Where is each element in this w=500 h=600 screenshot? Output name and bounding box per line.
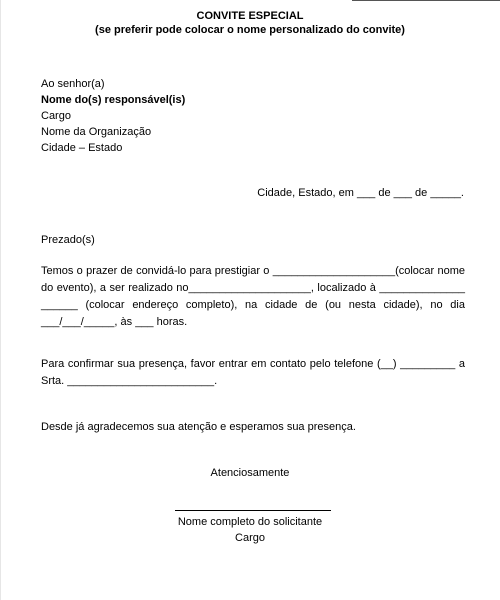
signature-role: Cargo — [235, 532, 265, 544]
document-header — [0, 9, 500, 37]
addressee-line-2: Nome do(s) responsável(is) — [41, 94, 186, 106]
addressee-line-5: Cidade – Estado — [41, 142, 123, 154]
body-paragraph-2: Para confirmar sua presença, favor entrar em contato pelo telefone (__) _________ a Srta. ________________________. — [41, 358, 465, 387]
document-subtitle: (se preferir pode colocar o nome personalizado do convite) — [95, 24, 405, 36]
addressee-line-4: Nome da Organização — [41, 126, 152, 138]
salutation: Prezado(s) — [41, 234, 95, 246]
document-title: CONVITE ESPECIAL — [196, 10, 304, 22]
date-line: Cidade, Estado, em ___ de ___ de _____. — [257, 187, 464, 199]
addressee-line-1: Ao senhor(a) — [41, 78, 105, 90]
addressee-block — [41, 76, 185, 156]
addressee-line-3: Cargo — [41, 110, 71, 122]
closing: Atenciosamente — [210, 467, 290, 479]
body-paragraph-3: Desde já agradecemos sua atenção e esperamos sua presença. — [41, 421, 356, 433]
body-paragraph-1: Temos o prazer de convidá-lo para prestigiar o ____________________(colocar nome do evento), a ser realizado no____________________, localizado à ______________ ______ (colocar endereço completo), na cidade de (ou nesta cidade), no dia ___/___/_____, às ___ horas. — [41, 265, 465, 328]
signature-line — [175, 510, 331, 511]
signature-block — [0, 514, 500, 546]
page-left-edge — [0, 0, 1, 600]
signature-name: Nome completo do solicitante — [177, 516, 323, 528]
top-divider — [352, 0, 500, 1]
